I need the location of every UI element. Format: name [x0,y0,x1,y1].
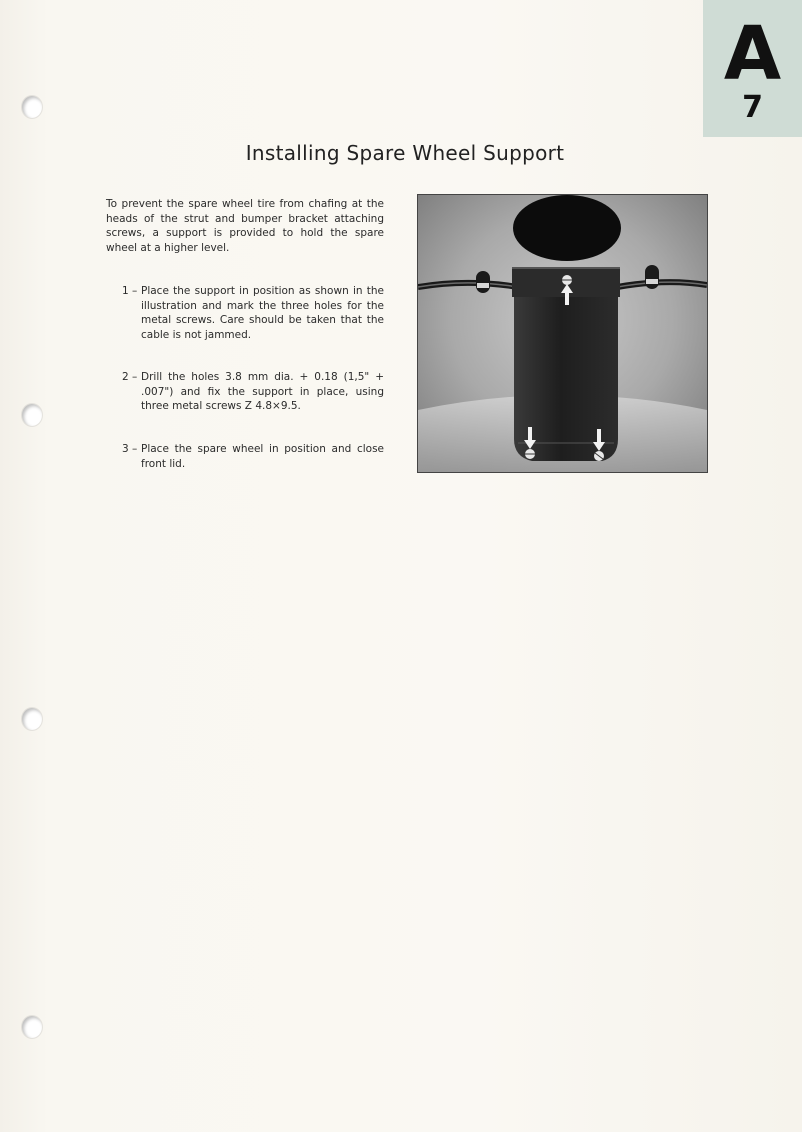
section-letter: A [723,11,782,97]
step-text: Drill the holes 3.8 mm dia. + 0.18 (1,5" + .007") and fix the support in place, using three metal screws Z 4.8×9.5. [141,371,384,412]
step-number: 3 – [122,443,138,455]
step-3 [122,442,384,471]
access-hole [513,195,621,261]
step-2 [122,370,384,414]
page-title: Installing Spare Wheel Support [245,141,565,165]
step-text: Place the support in position as shown in the illustration and mark the three holes for the metal screws. Care should be taken that the cable is not jammed. [141,285,384,341]
installation-photo [417,194,708,473]
page-number: 7 [742,90,763,125]
step-number: 1 – [122,285,138,297]
step-text: Place the spare wheel in position and close front lid. [141,443,384,470]
binder-hole [22,708,42,730]
step-number: 2 – [122,371,138,383]
binder-hole [22,1016,42,1038]
intro-paragraph: To prevent the spare wheel tire from chafing at the heads of the strut and bumper bracket attaching screws, a support is provided to hold the spare wheel at a higher level. [106,198,384,254]
section-tab [703,0,802,137]
step-1 [122,284,384,342]
photo-svg [418,195,707,472]
binder-hole [22,96,42,118]
binder-hole [22,404,42,426]
